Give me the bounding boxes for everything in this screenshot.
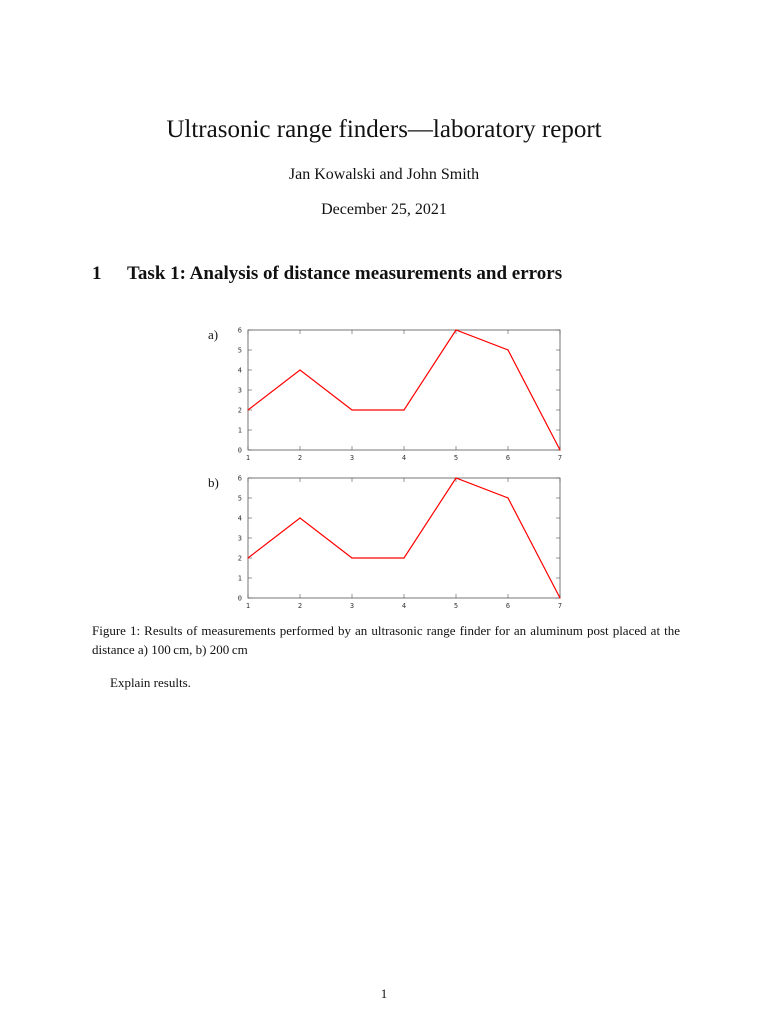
data-point <box>507 349 508 350</box>
y-tick-label: 1 <box>237 574 242 583</box>
chart-b <box>228 473 568 613</box>
body-paragraph: Explain results. <box>110 675 191 690</box>
section-title: Task 1: Analysis of distance measurements and errors <box>127 263 563 284</box>
panel-label-b: b) <box>208 475 219 490</box>
report-date: December 25, 2021 <box>321 201 447 218</box>
y-tick-label: 2 <box>237 406 242 415</box>
section-heading <box>92 262 562 286</box>
y-tick-label: 6 <box>237 326 242 335</box>
data-point <box>247 557 248 558</box>
page-number: 1 <box>380 986 388 1001</box>
x-tick-label: 2 <box>297 602 303 610</box>
data-point <box>351 409 352 410</box>
x-tick-label: 1 <box>245 454 251 462</box>
x-tick-label: 5 <box>453 602 459 610</box>
x-tick-label: 3 <box>349 454 355 462</box>
y-tick-label: 6 <box>237 474 242 483</box>
y-tick-label: 4 <box>237 366 242 375</box>
y-tick-label: 5 <box>237 346 242 355</box>
x-tick-label: 3 <box>349 602 355 610</box>
x-tick-label: 6 <box>505 602 511 610</box>
document-title: Ultrasonic range finders—laboratory report <box>166 116 602 143</box>
panel-label-a: a) <box>208 327 219 342</box>
y-tick-label: 3 <box>237 534 242 543</box>
authors: Jan Kowalski and John Smith <box>288 166 480 183</box>
data-point <box>455 477 456 478</box>
x-tick-label: 6 <box>505 454 511 462</box>
y-tick-label: 0 <box>237 594 242 603</box>
x-tick-label: 5 <box>453 454 459 462</box>
x-tick-label: 2 <box>297 454 303 462</box>
data-point <box>299 369 300 370</box>
x-tick-label: 4 <box>401 454 407 462</box>
data-point <box>351 557 352 558</box>
y-tick-label: 0 <box>237 446 242 455</box>
x-tick-label: 4 <box>401 602 407 610</box>
x-tick-label: 7 <box>557 454 563 462</box>
y-tick-label: 2 <box>237 554 242 563</box>
data-point <box>455 329 456 330</box>
data-point <box>299 517 300 518</box>
data-point <box>559 597 560 598</box>
y-tick-label: 4 <box>237 514 242 523</box>
section-number: 1 <box>92 263 102 284</box>
data-series-line <box>248 478 560 598</box>
y-tick-label: 3 <box>237 386 242 395</box>
plot-frame <box>248 478 560 598</box>
y-tick-label: 1 <box>237 426 242 435</box>
plot-frame <box>248 330 560 450</box>
data-point <box>247 409 248 410</box>
data-series-line <box>248 330 560 450</box>
data-point <box>403 409 404 410</box>
data-point <box>403 557 404 558</box>
y-tick-label: 5 <box>237 494 242 503</box>
figure-caption: Figure 1: Results of measurements performed by an ultrasonic range finder for an aluminum post placed at the distance a) 100 cm, b) 200 cm <box>92 623 680 657</box>
x-tick-label: 7 <box>557 602 563 610</box>
x-tick-label: 1 <box>245 602 251 610</box>
chart-a <box>228 325 568 465</box>
data-point <box>507 497 508 498</box>
data-point <box>559 449 560 450</box>
